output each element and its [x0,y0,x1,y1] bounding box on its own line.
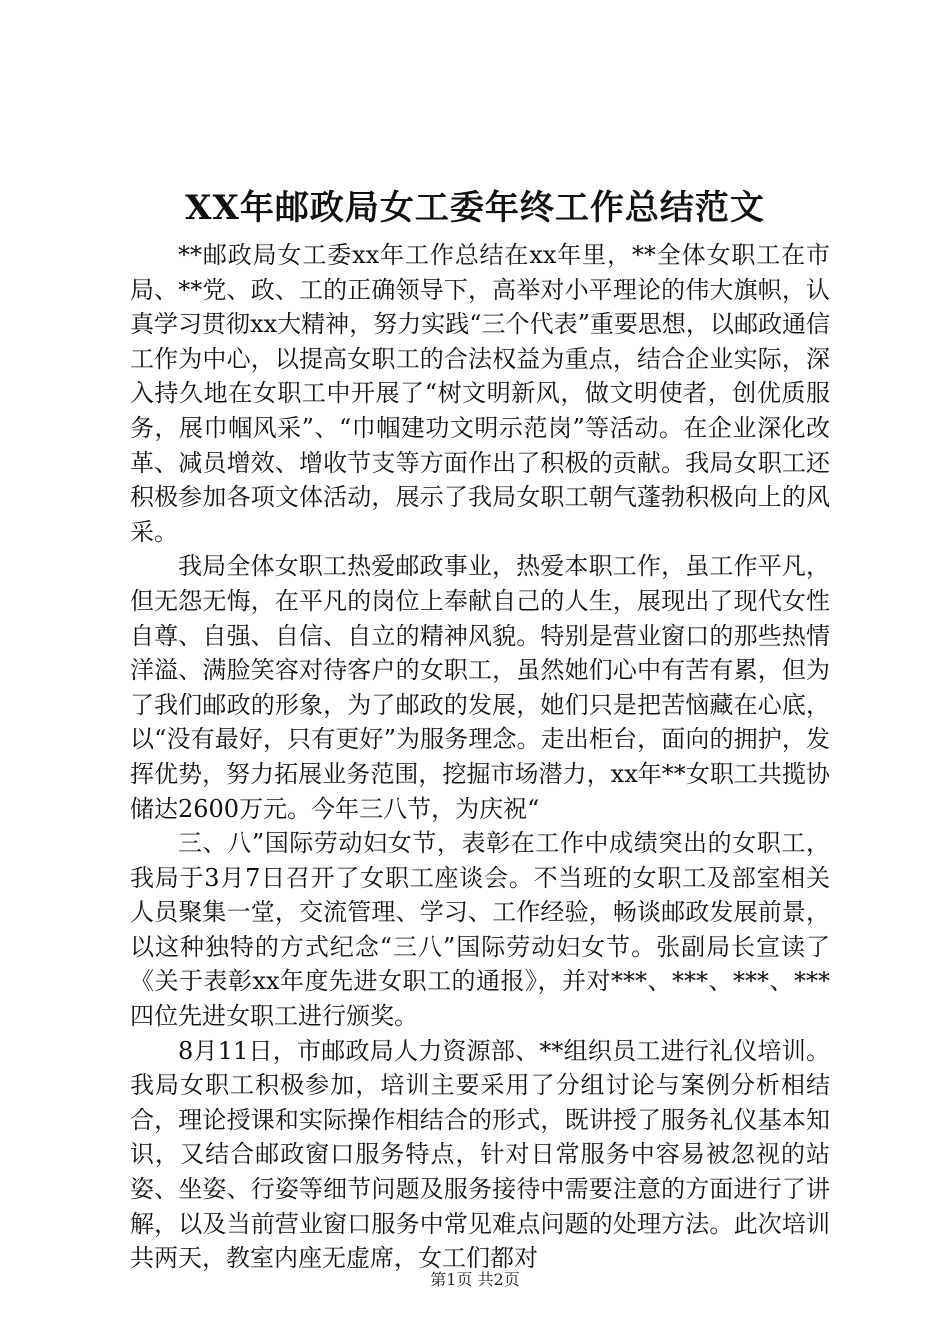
paragraph-1: **邮政局女工委xx年工作总结在xx年里，**全体女职工在市局、**党、政、工的正确领导下，高举对小平理论的伟大旗帜，认真学习贯彻xx大精神，努力实践“三个代表”重要思想，以邮政通信工作为中心，以提高女职工的合法权益为重点，结合企业实际，深入持久地在女职工中开展了“树文明新风，做文明使者，创优质服务，展巾帼风采”、“巾帼建功文明示范岗”等活动。在企业深化改革、减员增效、增收节支等方面作出了积极的贡献。我局女职工还积极参加各项文体活动，展示了我局女职工朝气蓬勃积极向上的风采。 [130,241,830,546]
document-body [130,238,830,1276]
page-number-footer: 第1页 共2页 [430,1270,520,1289]
document-title: XX年邮政局女工委年终工作总结范文 [185,188,765,228]
paragraph-4: 8月11日，市邮政局人力资源部、**组织员工进行礼仪培训。我局女职工积极参加，培训主要采用了分组讨论与案例分析相结合，理论授课和实际操作相结合的形式，既讲授了服务礼仪基本知识，又结合邮政窗口服务特点，针对日常服务中容易被忽视的站姿、坐姿、行姿等细节问题及服务接待中需要注意的方面进行了讲解，以及当前营业窗口服务中常见难点问题的处理方法。此次培训共两天，教室内座无虚席，女工们都对 [130,1036,830,1273]
paragraph-3: 三、八”国际劳动妇女节，表彰在工作中成绩突出的女职工，我局于3月7日召开了女职工座谈会。不当班的女职工及部室相关人员聚集一堂，交流管理、学习、工作经验，畅谈邮政发展前景，以这种独特的方式纪念“三八”国际劳动妇女节。张副局长宣读了《关于表彰xx年度先进女职工的通报》，并对***、***、***、***四位先进女职工进行颁奖。 [130,829,830,1031]
paragraph-2: 我局全体女职工热爱邮政事业，热爱本职工作，虽工作平凡，但无怨无悔，在平凡的岗位上奉献自己的人生，展现出了现代女性自尊、自强、自信、自立的精神风貌。特别是营业窗口的那些热情洋溢、满脸笑容对待客户的女职工，虽然她们心中有苦有累，但为了我们邮政的形象，为了邮政的发展，她们只是把苦恼藏在心底，以“没有最好，只有更好”为服务理念。走出柜台，面向的拥护，发挥优势，努力拓展业务范围，挖掘市场潜力，xx年**女职工共揽协储达2600万元。今年三八节，为庆祝“ [130,552,830,823]
